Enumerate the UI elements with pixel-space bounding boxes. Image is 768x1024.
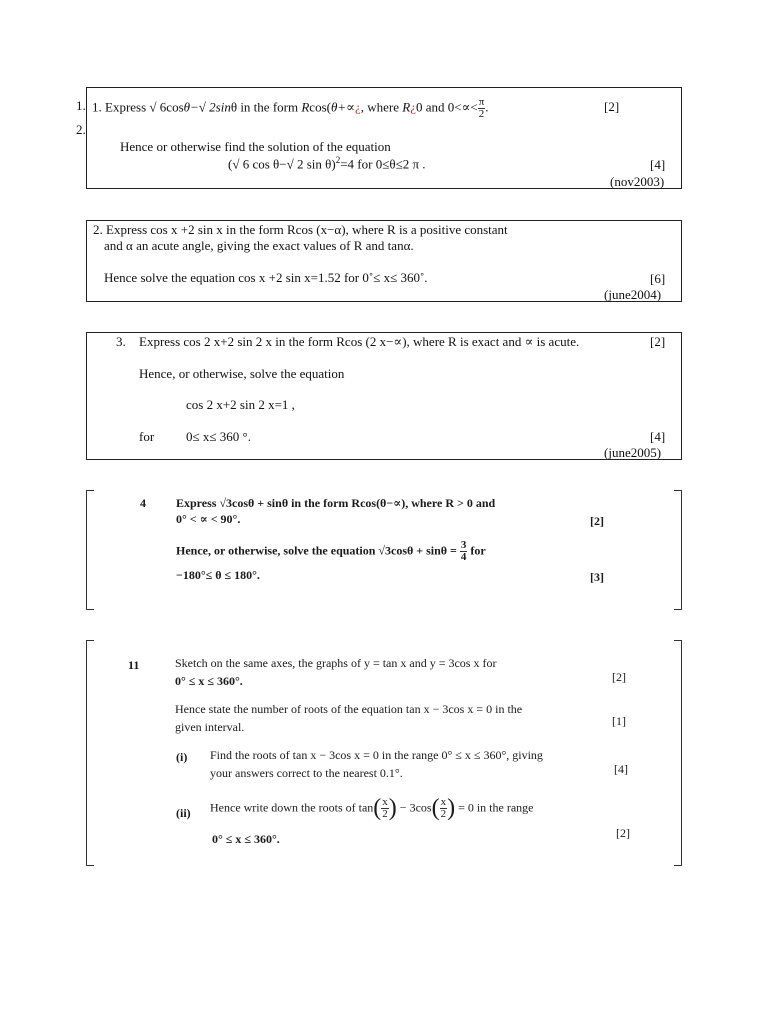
q4-mark-2: [3]	[590, 570, 604, 584]
q4-mark-1: [2]	[590, 514, 604, 528]
q3-source: (june2005)	[604, 445, 662, 460]
x-over-2-fraction-b: $\frac{x}{2}$	[440, 796, 447, 820]
three-quarters-fraction: $\frac{3}{4}$	[460, 539, 467, 563]
q11-right-bracket	[674, 640, 682, 866]
x-over-2-fraction-a: $\frac{x}{2}$	[382, 796, 388, 820]
q3-mark-2: [4]	[650, 429, 666, 444]
q11-part-ii-line-2: 0° ≤ x ≤ 360°.	[212, 832, 280, 846]
q4-line-4: −180°≤ θ ≤ 180°.	[176, 568, 260, 582]
q1-line-2: Hence or otherwise find the solution of the equation	[120, 139, 391, 154]
q11-part-i-label: (i)	[176, 750, 188, 764]
q4-line-1: Express √3cosθ + sinθ in the form Rcos(θ−∝), where R > 0 and	[176, 496, 496, 510]
q3-line-2: Hence, or otherwise, solve the equation	[139, 366, 345, 381]
q4-right-bracket	[674, 490, 682, 610]
q11-part-ii-label: (ii)	[176, 806, 191, 820]
q2-line-1: 2. Express cos x +2 sin x in the form Rcos (x−α), where R is a positive constant	[93, 222, 508, 237]
q1-equation: (√ 6 cos θ−√ 2 sin θ)$^2$=4 for 0≤θ≤2 π .	[228, 155, 426, 172]
q11-line-2: 0° ≤ x ≤ 360°.	[175, 674, 243, 688]
q3-line-1: Express cos 2 x+2 sin 2 x in the form Rcos (2 x−∝), where R is exact and ∝ is acute.	[139, 334, 580, 349]
q4-line-3: Hence, or otherwise, solve the equation √3cosθ + sinθ = $\frac{3}{4}$ for	[176, 539, 486, 563]
q2-source: (june2004)	[604, 287, 662, 302]
q1-outer-number-1: 1.	[76, 98, 86, 113]
q1-source: (nov2003)	[610, 174, 665, 189]
q11-number: 11	[128, 658, 140, 672]
q11-line-3: Hence state the number of roots of the equation tan x − 3cos x = 0 in the	[175, 702, 523, 716]
q11-part-i-line-1: Find the roots of tan x − 3cos x = 0 in the range 0° ≤ x ≤ 360°, giving	[210, 748, 543, 762]
q3-for-label: for	[139, 429, 155, 444]
q4-line-2: 0° < ∝ < 90°.	[176, 512, 241, 526]
q1-outer-number-2: 2.	[76, 122, 86, 137]
q11-line-4: given interval.	[175, 720, 245, 734]
question-3-box	[86, 332, 682, 460]
q2-line-3: Hence solve the equation cos x +2 sin x=1.52 for 0˚≤ x≤ 360˚.	[104, 270, 428, 285]
q1-mark-1: [2]	[604, 99, 620, 114]
q11-line-1: Sketch on the same axes, the graphs of y = tan x and y = 3cos x for	[175, 656, 497, 670]
q1-line-1: 1. Express √ 6cosθ−√ 2sinθ in the form Rcos(θ+∝¿, where R¿0 and 0<∝< $\frac{\pi}{2}$ .	[92, 96, 489, 120]
q3-number: 3.	[116, 334, 126, 349]
q3-mark-1: [2]	[650, 334, 666, 349]
q3-range: 0≤ x≤ 360 °.	[186, 429, 251, 444]
q11-mark-3: [4]	[614, 762, 628, 776]
q2-line-2: and α an acute angle, giving the exact values of R and tanα.	[104, 238, 414, 253]
q11-part-i-line-2: your answers correct to the nearest 0.1°.	[210, 766, 403, 780]
q11-left-bracket	[86, 640, 94, 866]
q11-mark-2: [1]	[612, 714, 626, 728]
q11-mark-4: [2]	[616, 826, 630, 840]
pi-over-2-fraction: $\frac{\pi}{2}$	[478, 96, 485, 120]
q11-part-ii-line-1: Hence write down the roots of tan( $\frac{x}{2}$ ) − 3cos( $\frac{x}{2}$ ) = 0 in the range	[210, 795, 534, 821]
q4-left-bracket	[86, 490, 94, 610]
q4-number: 4	[140, 496, 146, 510]
q3-equation: cos 2 x+2 sin 2 x=1 ,	[186, 397, 295, 412]
q1-mark-2: [4]	[650, 157, 666, 172]
q2-mark: [6]	[650, 271, 666, 286]
q11-mark-1: [2]	[612, 670, 626, 684]
